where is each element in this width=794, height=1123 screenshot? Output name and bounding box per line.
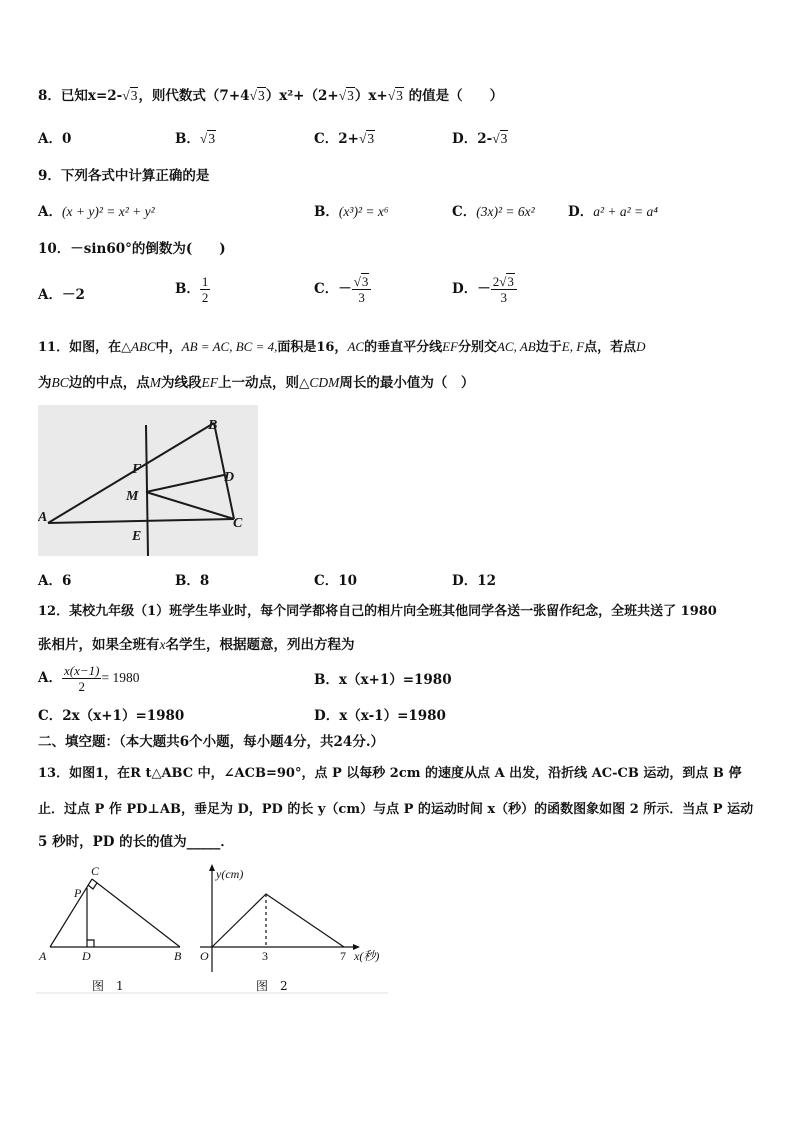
q11-label-f: F <box>132 462 142 477</box>
q8-option-b: B．√3 <box>175 131 216 147</box>
q11-option-b: B．8 <box>175 573 210 589</box>
fig1-label-d: D <box>82 949 91 963</box>
q8-stem-c: ）x²+（2+ <box>265 88 339 104</box>
q12-line-2: 张相片，如果全班有x名学生，根据题意，列出方程为 <box>38 637 355 653</box>
q8-stem <box>38 87 503 105</box>
q10-frac-c: $\frac{√3}{3}$ <box>352 274 372 305</box>
fig1-segment-cb <box>92 879 180 947</box>
q12-option-d: D．x（x-1）=1980 <box>314 708 446 724</box>
q11-label-b: B <box>208 418 218 433</box>
q11-label-c: C <box>233 516 243 531</box>
section-2-heading: 二、填空题：（本大题共6个小题，每小题4分，共24分.） <box>38 734 385 750</box>
fig1-label-a: A <box>39 949 47 963</box>
q8-stem-e: 的值是（ ） <box>403 88 504 104</box>
q10-frac-d: $\frac{2√3}{3}$ <box>491 274 517 305</box>
q8-stem-a: 8．已知 <box>38 88 88 104</box>
q8-stem-d: ）x+ <box>354 88 388 104</box>
q13-figures <box>36 862 396 994</box>
q8-stem-b: ，则代数式（7+4 <box>138 88 250 104</box>
q8-option-c: C．2+√3 <box>314 131 375 147</box>
fig1-label-c: C <box>91 864 100 878</box>
q11-line-2: 为BC边的中点，点M为线段EF上一动点，则△CDM周长的最小值为（ ） <box>38 375 475 391</box>
fig1-right-angle-d <box>87 940 94 947</box>
q11-label-e: E <box>132 529 142 544</box>
q10-frac-b: $\frac{1}{2}$ <box>201 274 209 305</box>
fig1-segment-ac <box>50 879 92 947</box>
q10-option-a: A．－2 <box>38 287 85 303</box>
q8-x-eq: x=2- <box>87 88 123 104</box>
q9-option-c: C．(3x)² = 6x² <box>452 204 535 220</box>
q8-sqrt-1: √3 <box>122 88 138 103</box>
fig1-caption: 图 1 <box>92 979 124 993</box>
q12-option-a: A． $\frac{x(x-1)}{2}$ = 1980 <box>38 663 140 694</box>
q8-option-d: D．2-√3 <box>452 131 508 147</box>
fig2-y-arrow-icon <box>209 864 215 871</box>
q8-sqrt-4: √3 <box>387 88 403 103</box>
fig2-graph-line <box>212 894 344 947</box>
q11-line-1: 11．如图，在△ABC中，AB = AC, BC = 4,面积是16，AC的垂直平分线EF分别交AC, AB边于E, F点，若点D <box>38 339 646 355</box>
q10-option-d: D．－ $\frac{2√3}{3}$ <box>452 274 517 305</box>
q8-sqrt-3: √3 <box>338 88 354 103</box>
q12-line-1: 12．某校九年级（1）班学生毕业时，每个同学都将自己的相片向全班其他同学各送一张留作纪念，全班共送了 1980 <box>38 604 717 619</box>
fig1-label-b: B <box>174 949 182 963</box>
q10-option-c: C．－ $\frac{√3}{3}$ <box>314 274 371 305</box>
fig2-caption: 图 2 <box>256 979 288 993</box>
q13-line-2: 止．过点 P 作 PD⊥AB，垂足为 D，PD 的长 y（cm）与点 P 的运动时间 x（秒）的函数图象如图 2 所示．当点 P 运动 <box>38 802 754 817</box>
q9-option-b: B．(x³)² = x⁶ <box>314 204 389 220</box>
fig1-label-p: P <box>74 886 82 900</box>
q11-label-d: D <box>224 470 235 485</box>
q10-option-b: B． $\frac{1}{2}$ <box>175 274 209 305</box>
q11-label-a: A <box>38 510 48 525</box>
q11-option-d: D．12 <box>452 573 496 589</box>
fig2-tick-7: 7 <box>340 949 346 963</box>
q11-option-c: C．10 <box>314 573 358 589</box>
q9-option-d: D．a² + a² = a⁴ <box>568 204 658 220</box>
q8-sqrt-2: √3 <box>249 88 265 103</box>
q12-option-b: B．x（x+1）=1980 <box>314 672 452 688</box>
fig2-tick-3: 3 <box>262 949 268 963</box>
q13-line-1: 13．如图1，在R t△ABC 中，∠ACB=90°，点 P 以每秒 2cm 的速度从点 A 出发，沿折线 AC-CB 运动，到点 B 停 <box>38 766 742 781</box>
q12-option-c: C．2x（x+1）=1980 <box>38 708 185 724</box>
fig2-y-axis-label: y(cm) <box>216 867 244 881</box>
q9-option-a: A．(x + y)² = x² + y² <box>38 204 155 220</box>
q12-frac-a: $\frac{x(x-1)}{2}$ <box>63 663 100 694</box>
q11-label-m: M <box>126 489 139 504</box>
q10-stem: 10．－sin60°的倒数为( ) <box>38 241 226 257</box>
q11-figure <box>38 405 258 556</box>
q9-stem: 9．下列各式中计算正确的是 <box>38 168 210 184</box>
fig2-origin-label: O <box>200 949 209 963</box>
q13-line-3: 5 秒时，PD 的长的值为_____． <box>38 834 234 850</box>
fig2-x-axis-label: x(秒) <box>354 949 380 963</box>
q11-option-a: A．6 <box>38 573 72 589</box>
q8-option-a: A．0 <box>38 131 72 147</box>
